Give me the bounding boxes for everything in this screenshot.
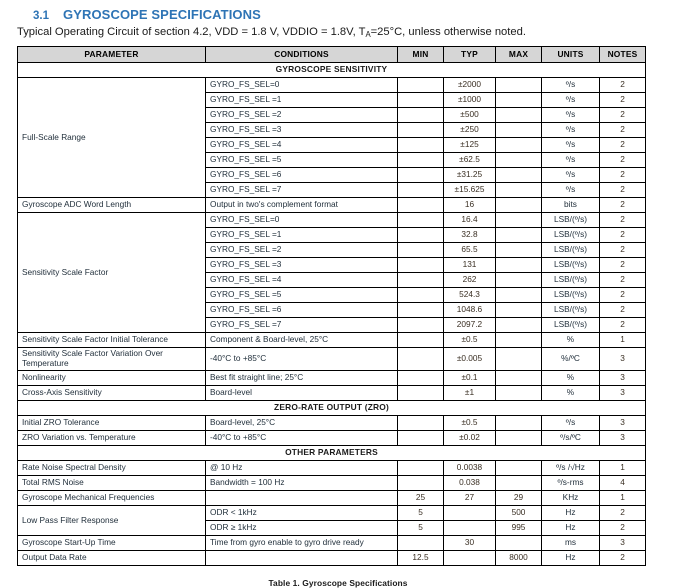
table-header (18, 47, 646, 63)
table-section-title: OTHER PARAMETERS (18, 446, 646, 461)
column-header-parameter: PARAMETER (18, 47, 206, 63)
cell-units: LSB/(º/s) (542, 318, 600, 333)
cell-units: % (542, 386, 600, 401)
cell-conditions: GYRO_FS_SEL =2 (206, 243, 398, 258)
cell-min (398, 431, 444, 446)
table-row (18, 491, 646, 506)
cell-max (496, 198, 542, 213)
section-subtitle (17, 25, 659, 39)
cell-notes: 2 (600, 506, 646, 521)
cell-min (398, 153, 444, 168)
cell-typ: ±0.5 (444, 333, 496, 348)
table-row (18, 536, 646, 551)
cell-parameter: Rate Noise Spectral Density (18, 461, 206, 476)
cell-conditions: GYRO_FS_SEL =2 (206, 108, 398, 123)
cell-min (398, 386, 444, 401)
cell-conditions: GYRO_FS_SEL =6 (206, 303, 398, 318)
subtitle-subscript: A (365, 30, 371, 39)
cell-notes: 2 (600, 198, 646, 213)
cell-conditions: -40°C to +85°C (206, 431, 398, 446)
table-row (18, 551, 646, 566)
cell-max (496, 168, 542, 183)
cell-typ: ±500 (444, 108, 496, 123)
cell-units: LSB/(º/s) (542, 273, 600, 288)
cell-min (398, 348, 444, 371)
cell-units: LSB/(º/s) (542, 303, 600, 318)
cell-typ: ±2000 (444, 78, 496, 93)
cell-typ: 262 (444, 273, 496, 288)
cell-min (398, 318, 444, 333)
cell-conditions: @ 10 Hz (206, 461, 398, 476)
cell-notes: 3 (600, 386, 646, 401)
cell-typ: ±0.5 (444, 416, 496, 431)
cell-max: 500 (496, 506, 542, 521)
cell-parameter: Initial ZRO Tolerance (18, 416, 206, 431)
cell-notes: 1 (600, 333, 646, 348)
cell-max (496, 386, 542, 401)
cell-typ: 0.038 (444, 476, 496, 491)
cell-typ: 27 (444, 491, 496, 506)
cell-typ: 16.4 (444, 213, 496, 228)
cell-notes: 3 (600, 536, 646, 551)
cell-conditions: Component & Board-level, 25°C (206, 333, 398, 348)
cell-notes: 2 (600, 318, 646, 333)
cell-typ: 16 (444, 198, 496, 213)
cell-min (398, 476, 444, 491)
cell-notes: 2 (600, 521, 646, 536)
cell-min (398, 536, 444, 551)
table-section-title: GYROSCOPE SENSITIVITY (18, 63, 646, 78)
cell-units: LSB/(º/s) (542, 258, 600, 273)
cell-units: º/s (542, 138, 600, 153)
cell-units: º/s (542, 123, 600, 138)
cell-units: º/s (542, 78, 600, 93)
cell-conditions: GYRO_FS_SEL =1 (206, 228, 398, 243)
cell-units: ms (542, 536, 600, 551)
cell-notes: 3 (600, 348, 646, 371)
cell-min (398, 213, 444, 228)
cell-conditions: Output in two's complement format (206, 198, 398, 213)
cell-min (398, 138, 444, 153)
cell-notes: 2 (600, 551, 646, 566)
cell-units: bits (542, 198, 600, 213)
cell-max (496, 318, 542, 333)
cell-parameter: Cross-Axis Sensitivity (18, 386, 206, 401)
cell-min: 25 (398, 491, 444, 506)
cell-conditions: Board-level (206, 386, 398, 401)
cell-typ: ±0.1 (444, 371, 496, 386)
cell-notes: 2 (600, 213, 646, 228)
cell-typ: ±31.25 (444, 168, 496, 183)
cell-notes: 2 (600, 303, 646, 318)
cell-max: 995 (496, 521, 542, 536)
cell-min (398, 416, 444, 431)
cell-min: 12.5 (398, 551, 444, 566)
cell-notes: 3 (600, 416, 646, 431)
cell-conditions: ODR < 1kHz (206, 506, 398, 521)
table-row (18, 198, 646, 213)
cell-max (496, 93, 542, 108)
cell-typ: ±0.02 (444, 431, 496, 446)
cell-max (496, 431, 542, 446)
table-body (18, 63, 646, 566)
table-row (18, 476, 646, 491)
gyroscope-specifications-table (17, 46, 646, 566)
cell-units: LSB/(º/s) (542, 228, 600, 243)
cell-typ: ±0.005 (444, 348, 496, 371)
cell-notes: 2 (600, 243, 646, 258)
cell-max (496, 258, 542, 273)
cell-units: º/s (542, 93, 600, 108)
cell-min (398, 273, 444, 288)
subtitle-suffix: =25°C, unless otherwise noted. (370, 26, 526, 38)
cell-units: LSB/(º/s) (542, 243, 600, 258)
cell-min (398, 371, 444, 386)
table-section-header-row (18, 63, 646, 78)
cell-max (496, 476, 542, 491)
cell-max (496, 371, 542, 386)
cell-max: 29 (496, 491, 542, 506)
cell-notes: 3 (600, 371, 646, 386)
cell-notes: 2 (600, 168, 646, 183)
cell-conditions: Board-level, 25°C (206, 416, 398, 431)
cell-parameter: Gyroscope ADC Word Length (18, 198, 206, 213)
cell-units: º/s/ºC (542, 431, 600, 446)
cell-typ: ±62.5 (444, 153, 496, 168)
cell-min (398, 183, 444, 198)
cell-typ: ±125 (444, 138, 496, 153)
cell-typ: 0.0038 (444, 461, 496, 476)
cell-parameter: Sensitivity Scale Factor (18, 213, 206, 333)
cell-min: 5 (398, 506, 444, 521)
cell-min (398, 461, 444, 476)
cell-notes: 3 (600, 431, 646, 446)
cell-min (398, 123, 444, 138)
table-row (18, 461, 646, 476)
table-row (18, 213, 646, 228)
cell-parameter: ZRO Variation vs. Temperature (18, 431, 206, 446)
cell-notes: 2 (600, 123, 646, 138)
column-header-max: MAX (496, 47, 542, 63)
cell-notes: 2 (600, 108, 646, 123)
column-header-units: UNITS (542, 47, 600, 63)
cell-parameter: Low Pass Filter Response (18, 506, 206, 536)
cell-typ: 131 (444, 258, 496, 273)
cell-typ: 32.8 (444, 228, 496, 243)
cell-conditions: GYRO_FS_SEL =6 (206, 168, 398, 183)
cell-max (496, 333, 542, 348)
cell-units: º/s (542, 416, 600, 431)
cell-max (496, 303, 542, 318)
cell-parameter: Nonlinearity (18, 371, 206, 386)
table-row (18, 506, 646, 521)
cell-typ: 1048.6 (444, 303, 496, 318)
table-section-header-row (18, 446, 646, 461)
cell-parameter: Sensitivity Scale Factor Initial Tolerance (18, 333, 206, 348)
cell-conditions (206, 551, 398, 566)
table-row (18, 78, 646, 93)
table-row (18, 348, 646, 371)
cell-conditions: GYRO_FS_SEL =7 (206, 183, 398, 198)
cell-max: 8000 (496, 551, 542, 566)
cell-units: LSB/(º/s) (542, 288, 600, 303)
cell-max (496, 108, 542, 123)
cell-units: º/s (542, 153, 600, 168)
cell-max (496, 78, 542, 93)
cell-min (398, 288, 444, 303)
column-header-notes: NOTES (600, 47, 646, 63)
cell-units: % (542, 371, 600, 386)
cell-notes: 2 (600, 273, 646, 288)
table-section-header-row (18, 401, 646, 416)
cell-conditions: GYRO_FS_SEL =3 (206, 258, 398, 273)
cell-conditions: GYRO_FS_SEL =4 (206, 138, 398, 153)
section-title: GYROSCOPE SPECIFICATIONS (63, 7, 261, 22)
cell-conditions: GYRO_FS_SEL =3 (206, 123, 398, 138)
cell-max (496, 536, 542, 551)
cell-units: Hz (542, 551, 600, 566)
cell-notes: 2 (600, 258, 646, 273)
cell-units: Hz (542, 521, 600, 536)
table-row (18, 333, 646, 348)
cell-conditions: GYRO_FS_SEL =4 (206, 273, 398, 288)
cell-min (398, 228, 444, 243)
cell-units: KHz (542, 491, 600, 506)
cell-conditions: -40°C to +85°C (206, 348, 398, 371)
cell-max (496, 348, 542, 371)
cell-conditions: GYRO_FS_SEL =1 (206, 93, 398, 108)
cell-min (398, 93, 444, 108)
cell-typ: ±250 (444, 123, 496, 138)
cell-units: º/s-rms (542, 476, 600, 491)
section-number: 3.1 (33, 10, 49, 22)
table-header-row (18, 47, 646, 63)
cell-conditions: Best fit straight line; 25°C (206, 371, 398, 386)
subtitle-prefix: Typical Operating Circuit of section 4.2, VDD = 1.8 V, VDDIO = 1.8V, T (17, 26, 366, 38)
cell-notes: 2 (600, 228, 646, 243)
cell-notes: 2 (600, 138, 646, 153)
column-header-conditions: CONDITIONS (206, 47, 398, 63)
cell-max (496, 123, 542, 138)
cell-max (496, 288, 542, 303)
cell-max (496, 243, 542, 258)
cell-parameter: Full-Scale Range (18, 78, 206, 198)
cell-min (398, 258, 444, 273)
cell-typ (444, 551, 496, 566)
cell-units: º/s (542, 183, 600, 198)
cell-min (398, 78, 444, 93)
cell-max (496, 416, 542, 431)
cell-typ: 65.5 (444, 243, 496, 258)
cell-max (496, 273, 542, 288)
cell-max (496, 183, 542, 198)
cell-min: 5 (398, 521, 444, 536)
cell-parameter: Output Data Rate (18, 551, 206, 566)
cell-parameter: Sensitivity Scale Factor Variation Over Temperature (18, 348, 206, 371)
cell-min (398, 243, 444, 258)
cell-min (398, 333, 444, 348)
cell-notes: 2 (600, 78, 646, 93)
cell-min (398, 108, 444, 123)
table-row (18, 386, 646, 401)
cell-typ (444, 521, 496, 536)
cell-typ: ±1000 (444, 93, 496, 108)
cell-units: º/s (542, 168, 600, 183)
cell-notes: 4 (600, 476, 646, 491)
table-row (18, 431, 646, 446)
column-header-min: MIN (398, 47, 444, 63)
cell-notes: 2 (600, 288, 646, 303)
cell-conditions: GYRO_FS_SEL =5 (206, 153, 398, 168)
cell-typ (444, 506, 496, 521)
cell-max (496, 228, 542, 243)
cell-typ: 2097.2 (444, 318, 496, 333)
cell-parameter: Gyroscope Start-Up Time (18, 536, 206, 551)
table-row (18, 416, 646, 431)
cell-units: % (542, 333, 600, 348)
cell-conditions: ODR ≥ 1kHz (206, 521, 398, 536)
cell-min (398, 198, 444, 213)
section-heading (33, 7, 659, 22)
cell-units: %/ºC (542, 348, 600, 371)
column-header-typ: TYP (444, 47, 496, 63)
cell-conditions: Bandwidth = 100 Hz (206, 476, 398, 491)
cell-min (398, 303, 444, 318)
cell-max (496, 213, 542, 228)
cell-parameter: Gyroscope Mechanical Frequencies (18, 491, 206, 506)
table-row (18, 371, 646, 386)
cell-typ: 30 (444, 536, 496, 551)
cell-notes: 2 (600, 93, 646, 108)
cell-typ: 524.3 (444, 288, 496, 303)
cell-max (496, 153, 542, 168)
cell-conditions: GYRO_FS_SEL =7 (206, 318, 398, 333)
cell-max (496, 461, 542, 476)
table-caption: Table 1. Gyroscope Specifications (268, 578, 408, 588)
cell-min (398, 168, 444, 183)
cell-conditions: Time from gyro enable to gyro drive ready (206, 536, 398, 551)
cell-conditions (206, 491, 398, 506)
cell-conditions: GYRO_FS_SEL =5 (206, 288, 398, 303)
cell-notes: 1 (600, 461, 646, 476)
cell-conditions: GYRO_FS_SEL=0 (206, 213, 398, 228)
cell-units: º/s (542, 108, 600, 123)
cell-units: LSB/(º/s) (542, 213, 600, 228)
cell-typ: ±15.625 (444, 183, 496, 198)
table-section-title: ZERO-RATE OUTPUT (ZRO) (18, 401, 646, 416)
cell-units: Hz (542, 506, 600, 521)
cell-notes: 2 (600, 183, 646, 198)
cell-conditions: GYRO_FS_SEL=0 (206, 78, 398, 93)
cell-notes: 2 (600, 153, 646, 168)
cell-parameter: Total RMS Noise (18, 476, 206, 491)
cell-max (496, 138, 542, 153)
cell-notes: 1 (600, 491, 646, 506)
cell-units: º/s /√Hz (542, 461, 600, 476)
cell-typ: ±1 (444, 386, 496, 401)
